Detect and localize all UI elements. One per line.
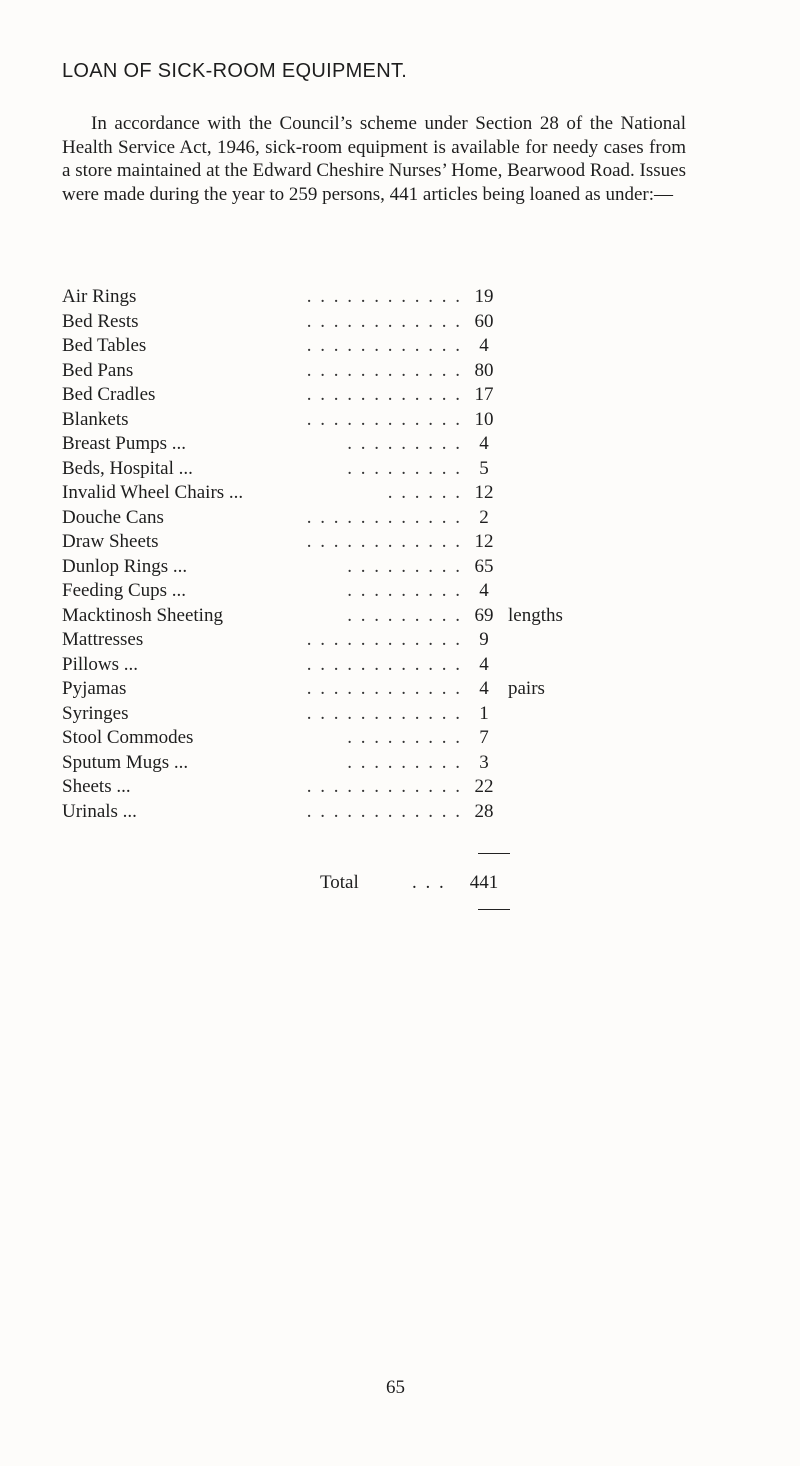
total-row [62, 872, 702, 898]
item-name: Pillows ... [62, 653, 139, 675]
list-item [62, 433, 702, 458]
item-quantity: 3 [479, 751, 489, 773]
list-item [62, 360, 702, 385]
list-item [62, 605, 702, 630]
leader-dots: . . . . . . [387, 482, 462, 503]
item-name: Bed Rests [62, 310, 139, 332]
list-item [62, 654, 702, 679]
item-name: Bed Tables [62, 335, 147, 356]
total-label: Total [320, 872, 359, 893]
item-unit: lengths [508, 604, 563, 626]
list-item [62, 409, 702, 434]
list-item [62, 556, 702, 581]
item-quantity: 12 [474, 531, 494, 552]
list-item [62, 629, 702, 654]
leader-dots: . . . . . . . . . . . . [306, 629, 462, 650]
list-item [62, 776, 702, 801]
list-item [62, 727, 702, 752]
item-quantity: 10 [474, 408, 494, 430]
item-quantity: 65 [474, 555, 494, 577]
item-name: Draw Sheets [62, 531, 159, 552]
item-quantity: 1 [479, 702, 489, 724]
item-quantity: 19 [474, 286, 494, 307]
list-item [62, 531, 702, 556]
item-name: Sputum Mugs ... [62, 751, 189, 773]
leader-dots: . . . . . . . . . . . . [306, 335, 462, 356]
item-name: Breast Pumps ... [62, 433, 187, 454]
leader-dots: . . . . . . . . . . . . [306, 408, 462, 430]
total-leader-dots: . . . [412, 872, 446, 893]
leader-dots: . . . . . . . . . [347, 604, 462, 626]
item-name: Bed Pans [62, 359, 134, 381]
list-item [62, 507, 702, 532]
item-quantity: 22 [474, 776, 494, 797]
leader-dots: . . . . . . . . . [347, 457, 462, 479]
leader-dots: . . . . . . . . . . . . [306, 359, 462, 381]
item-name: Macktinosh Sheeting [62, 604, 223, 626]
leader-dots: . . . . . . . . . . . . [306, 776, 462, 797]
list-item [62, 703, 702, 728]
list-item [62, 801, 702, 826]
list-item [62, 752, 702, 777]
item-name: Dunlop Rings ... [62, 555, 188, 577]
leader-dots: . . . . . . . . . . . . [306, 384, 462, 405]
item-quantity: 5 [479, 457, 489, 479]
page-title: LOAN OF SICK-ROOM EQUIPMENT. [62, 60, 408, 82]
item-name: Sheets ... [62, 776, 131, 797]
item-name: Stool Commodes [62, 727, 194, 748]
item-quantity: 4 [479, 433, 489, 454]
item-name: Syringes [62, 702, 129, 724]
item-quantity: 4 [479, 678, 489, 699]
list-item [62, 678, 702, 703]
leader-dots: . . . . . . . . . [347, 433, 462, 454]
leader-dots: . . . . . . . . . [347, 555, 462, 577]
item-name: Urinals ... [62, 800, 137, 822]
item-name: Feeding Cups ... [62, 580, 187, 601]
total-value: 441 [469, 872, 499, 893]
list-item [62, 482, 702, 507]
equipment-list [62, 286, 702, 825]
leader-dots: . . . . . . . . . . . . [306, 800, 462, 822]
item-name: Bed Cradles [62, 384, 156, 405]
intro-paragraph: In accordance with the Council’s scheme under Section 28 of the National Health Service Act, 1946, sick-room equipment is available for needy cases from a store maintained at the Edward Cheshire Nurses’ Home, Bearwood Road. Issues were made during the year to 259 persons, 441 articles being loaned as under:— [62, 113, 686, 205]
list-item [62, 580, 702, 605]
leader-dots: . . . . . . . . . . . . [306, 531, 462, 552]
item-quantity: 4 [479, 580, 489, 601]
leader-dots: . . . . . . . . . [347, 751, 462, 773]
item-name: Air Rings [62, 286, 137, 307]
item-quantity: 12 [474, 482, 494, 503]
list-item [62, 335, 702, 360]
leader-dots: . . . . . . . . . . . . [306, 702, 462, 724]
item-unit: pairs [508, 678, 545, 699]
list-item [62, 458, 702, 483]
total-rule-bottom [478, 909, 510, 910]
leader-dots: . . . . . . . . . . . . [306, 506, 462, 528]
page-number: 65 [386, 1377, 405, 1398]
list-item [62, 286, 702, 311]
leader-dots: . . . . . . . . . [347, 580, 462, 601]
item-quantity: 2 [479, 506, 489, 528]
item-quantity: 60 [474, 310, 494, 332]
item-name: Mattresses [62, 629, 144, 650]
item-name: Douche Cans [62, 506, 164, 528]
leader-dots: . . . . . . . . . . . . [306, 678, 462, 699]
list-item [62, 311, 702, 336]
item-quantity: 28 [474, 800, 494, 822]
item-quantity: 7 [479, 727, 489, 748]
item-name: Pyjamas [62, 678, 127, 699]
total-rule-top [478, 853, 510, 854]
item-quantity: 17 [474, 384, 494, 405]
leader-dots: . . . . . . . . . . . . [306, 653, 462, 675]
leader-dots: . . . . . . . . . . . . [306, 310, 462, 332]
item-quantity: 9 [479, 629, 489, 650]
leader-dots: . . . . . . . . . [347, 727, 462, 748]
item-quantity: 4 [479, 335, 489, 356]
item-name: Invalid Wheel Chairs ... [62, 482, 244, 503]
list-item [62, 384, 702, 409]
item-quantity: 4 [479, 653, 489, 675]
item-name: Blankets [62, 408, 129, 430]
item-quantity: 69 [474, 604, 494, 626]
item-quantity: 80 [474, 359, 494, 381]
item-name: Beds, Hospital ... [62, 457, 193, 479]
leader-dots: . . . . . . . . . . . . [306, 286, 462, 307]
